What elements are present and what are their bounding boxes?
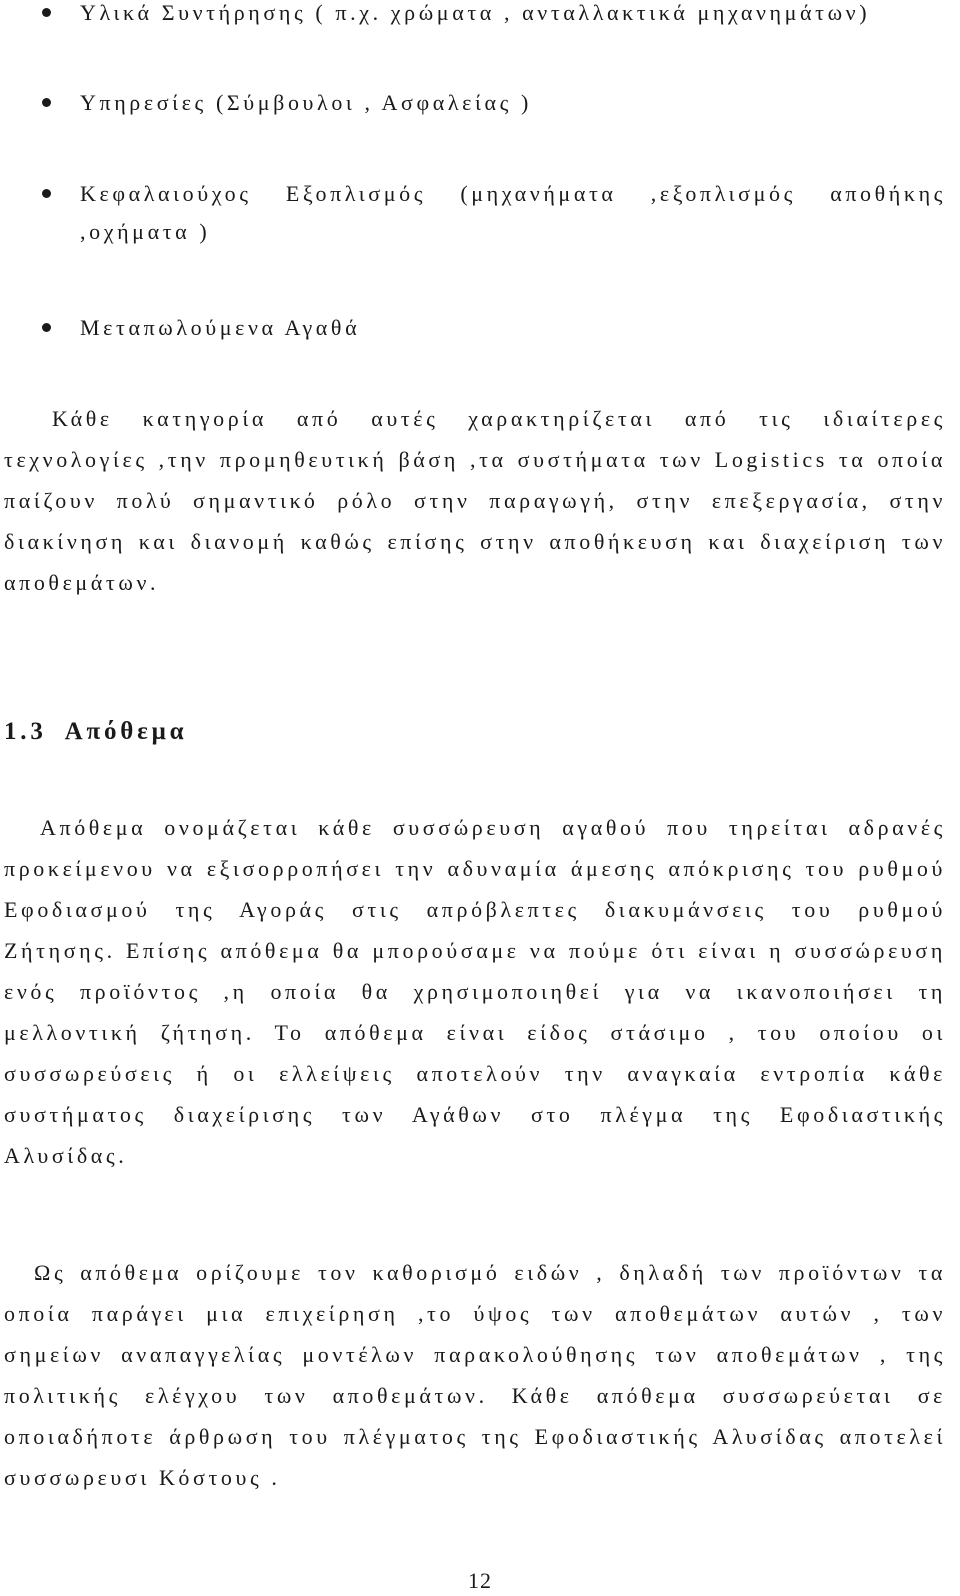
bullet-item-capital-equipment: Κεφαλαιούχος Εξοπλισμός (μηχανήματα ,εξοπλισμός αποθήκης ,οχήματα ) (80, 175, 946, 251)
section-title: Απόθεμα (64, 718, 188, 745)
bullet-item-services: Υπηρεσίες (Σύμβουλοι , Ασφαλείας ) (80, 84, 946, 122)
bullet-item-maintenance-materials: Υλικά Συντήρησης ( π.χ. χρώματα , ανταλλακτικά μηχανημάτων) (80, 0, 946, 32)
page-number: 12 (468, 1568, 492, 1593)
section-number: 1.3 (4, 718, 47, 745)
bullet-item-resale-goods: Μεταπωλούμενα Αγαθά (80, 309, 946, 347)
paragraph-inventory-scope: Ως απόθεμα ορίζουμε τον καθορισμό ειδών , δηλαδή των προϊόντων τα οποία παράγει μια επιχείρηση ,το ύψος των αποθεμάτων αυτών , των σημείων αναπαγγελίας μοντέλων παρακολούθησης των αποθεμάτων , της πολιτικής ελέγχου των αποθεμάτων. Κάθε απόθεμα συσσωρεύεται σε οποιαδήποτε άρθρωση του πλέγματος της Εφοδιαστικής Αλυσίδας αποτελεί συσσωρευσι Κόστους . (4, 1260, 946, 1490)
paragraph-definition: Απόθεμα ονομάζεται κάθε συσσώρευση αγαθού που τηρείται αδρανές προκείμενου να εξισορροπήσει την αδυναμία άμεσης απόκρισης του ρυθμού Εφοδιασμού της Αγοράς στις απρόβλεπτες διακυμάνσεις του ρυθμού Ζήτησης. Επίσης απόθεμα θα μπορούσαμε να πούμε ότι είναι η συσσώρευση ενός προϊόντος ,η οποία θα χρησιμοποιηθεί για να ικανοποιήσει τη μελλοντική ζήτηση. Το απόθεμα είναι είδος στάσιμο , του οποίου οι συσσωρεύσεις ή οι ελλείψεις αποτελούν την αναγκαία εντροπία κάθε συστήματος διαχείρισης των Αγάθων στο πλέγμα της Εφοδιαστικής Αλυσίδας. (4, 815, 946, 1168)
section-heading (4, 714, 187, 750)
intro-paragraph: Κάθε κατηγορία από αυτές χαρακτηρίζεται από τις ιδιαίτερες τεχνολογίες ,την προμηθευτική βάση ,τα συστήματα των Logistics τα οποία παίζουν πολύ σημαντικό ρόλο στην παραγωγή, στην επεξεργασία, στην διακίνηση και διανομή καθώς επίσης στην αποθήκευση και διαχείριση των αποθεμάτων. (4, 406, 946, 595)
